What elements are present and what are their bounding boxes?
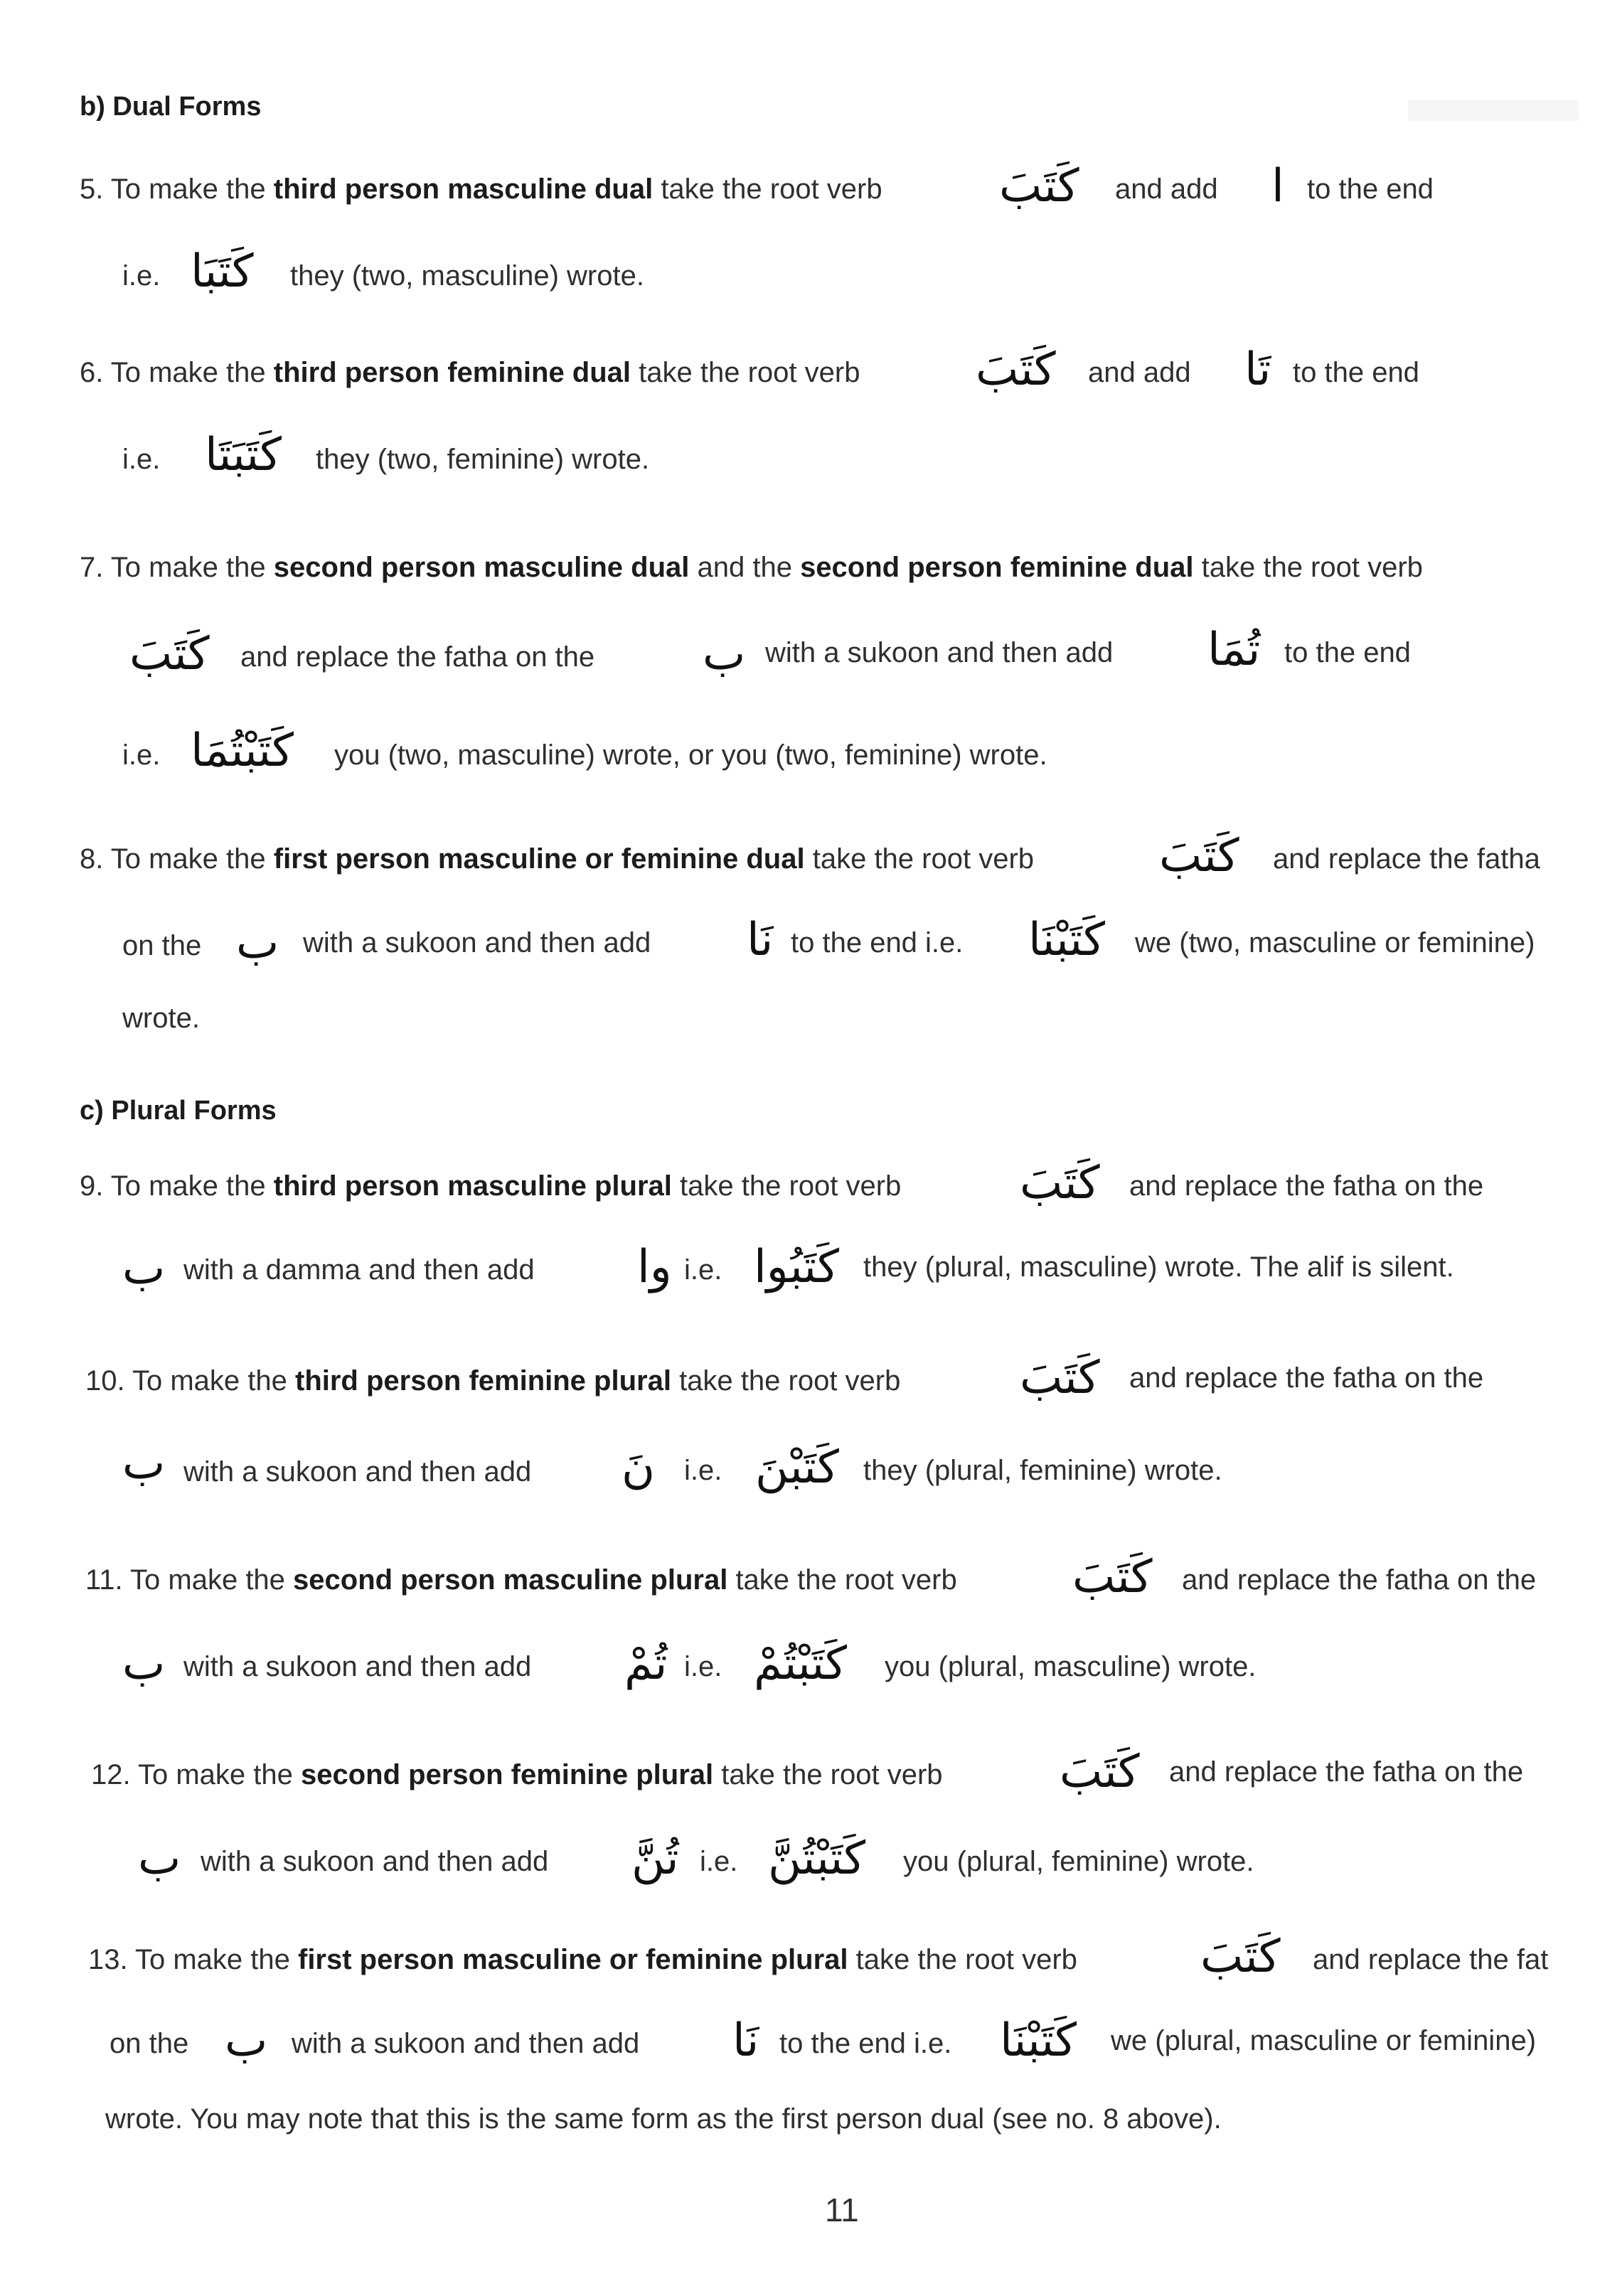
arabic-kataba-dual: كَتَبَا	[191, 245, 254, 298]
item-term: second person masculine dual	[273, 552, 690, 583]
item-term: first person masculine or feminine dual	[273, 843, 805, 875]
arabic-root-verb: كَتَبَ	[1020, 1157, 1100, 1210]
item-13-sukoon-label: with a sukoon and then add	[292, 2028, 640, 2059]
item-11-ie: i.e.	[684, 1651, 722, 1682]
item-10-line-1	[85, 1361, 900, 1401]
item-5-meaning: they (two, masculine) wrote.	[290, 260, 644, 292]
item-text: take the root verb	[848, 1944, 1077, 1975]
item-text: 11. To make the	[85, 1564, 294, 1596]
bleed-through-mark	[1408, 100, 1579, 121]
item-11-line-1	[85, 1560, 957, 1600]
item-term: first person masculine or feminine plural	[298, 1944, 848, 1975]
item-text: take the root verb	[631, 357, 860, 388]
arabic-na: نَا	[747, 914, 774, 966]
item-6-end-label: to the end	[1293, 357, 1419, 388]
arabic-katabtunna: كَتَبْتُنَّ	[768, 1832, 866, 1885]
item-text: take the root verb	[713, 1759, 943, 1790]
arabic-root-verb: كَتَبَ	[976, 343, 1056, 396]
item-term: third person feminine plural	[295, 1365, 671, 1397]
item-term: second person feminine plural	[301, 1759, 714, 1790]
item-8-wrote: wrote.	[122, 1003, 200, 1034]
arabic-ta-alif: تَا	[1244, 343, 1271, 396]
item-9-meaning: they (plural, masculine) wrote. The alif is silent.	[863, 1251, 1454, 1283]
item-7-sukoon-label: with a sukoon and then add	[765, 637, 1114, 668]
arabic-ba: ب	[122, 1437, 166, 1490]
item-6-meaning: they (two, feminine) wrote.	[316, 444, 650, 475]
item-text: 8. To make the	[80, 843, 274, 875]
item-7-end-label: to the end	[1284, 637, 1411, 668]
item-text: 12. To make the	[91, 1759, 301, 1790]
item-10-ie: i.e.	[684, 1455, 722, 1486]
item-8-sukoon-label: with a sukoon and then add	[303, 927, 651, 959]
item-text: 10. To make the	[85, 1365, 295, 1397]
item-12-replace-label: and replace the fatha on the	[1169, 1756, 1524, 1788]
item-8-line-1	[80, 839, 1034, 879]
item-13-end-label: to the end i.e.	[779, 2028, 952, 2059]
arabic-root-verb: كَتَبَ	[999, 160, 1079, 213]
item-text: take the root verb	[671, 1365, 901, 1397]
arabic-katabu: كَتَبُوا	[754, 1241, 839, 1293]
item-11-replace-label: and replace the fatha on the	[1182, 1564, 1537, 1596]
section-heading-plural: c) Plural Forms	[80, 1096, 277, 1126]
item-9-damma-label: with a damma and then add	[183, 1254, 535, 1286]
item-13-on-the: on the	[110, 2028, 189, 2059]
arabic-ba: ب	[122, 1242, 166, 1295]
item-7-replace-label: and replace the fatha on the	[240, 641, 595, 673]
item-8-end-label: to the end i.e.	[791, 927, 964, 959]
item-10-meaning: they (plural, feminine) wrote.	[863, 1455, 1222, 1486]
item-11-sukoon-label: with a sukoon and then add	[183, 1651, 532, 1682]
arabic-root-verb: كَتَبَ	[129, 628, 210, 680]
arabic-root-verb: كَتَبَ	[1159, 830, 1239, 882]
item-term: third person feminine dual	[273, 357, 631, 388]
arabic-ba: ب	[122, 1638, 166, 1690]
arabic-katabna-plural: كَتَبْنَا	[1000, 2014, 1077, 2067]
arabic-ba: ب	[138, 1832, 181, 1885]
item-10-sukoon-label: with a sukoon and then add	[183, 1456, 532, 1488]
item-text: and the	[689, 552, 801, 583]
arabic-root-verb: كَتَبَ	[1072, 1551, 1153, 1603]
item-text: 5. To make the	[80, 173, 274, 205]
item-8-replace-label: and replace the fatha	[1273, 843, 1540, 875]
arabic-alif: ا	[1271, 160, 1284, 213]
item-8-meaning: we (two, masculine or feminine)	[1135, 927, 1535, 959]
item-11-meaning: you (plural, masculine) wrote.	[885, 1651, 1257, 1682]
item-6-ie: i.e.	[122, 444, 161, 475]
item-text: 7. To make the	[80, 552, 274, 583]
arabic-root-verb: كَتَبَ	[1200, 1931, 1281, 1983]
item-6-line-1	[80, 353, 860, 393]
item-text: take the root verb	[671, 1170, 902, 1202]
item-13-line-1	[88, 1940, 1077, 1980]
item-text: take the root verb	[727, 1564, 957, 1596]
item-9-ie: i.e.	[684, 1254, 722, 1286]
item-text: 6. To make the	[80, 357, 274, 388]
item-13-note: wrote. You may note that this is the same form as the first person dual (see no. 8 above).	[105, 2103, 1222, 2135]
item-term: second person masculine plural	[293, 1564, 728, 1596]
item-9-replace-label: and replace the fatha on the	[1129, 1170, 1484, 1202]
arabic-root-verb: كَتَبَ	[1060, 1746, 1140, 1798]
item-12-ie: i.e.	[700, 1846, 738, 1877]
item-12-meaning: you (plural, feminine) wrote.	[903, 1846, 1254, 1877]
item-7-ie: i.e.	[122, 739, 161, 771]
arabic-root-verb: كَتَبَ	[1020, 1352, 1100, 1404]
arabic-tuma: تُمَا	[1207, 624, 1261, 676]
section-heading-dual: b) Dual Forms	[80, 92, 262, 122]
item-12-line-1	[91, 1755, 943, 1795]
arabic-nun: نَ	[622, 1441, 655, 1494]
arabic-katabtuma: كَتَبْتُمَا	[191, 725, 294, 777]
item-text: take the root verb	[1193, 552, 1423, 583]
arabic-katabtum: كَتَبْتُمْ	[754, 1638, 847, 1690]
arabic-wa: وا	[637, 1241, 672, 1293]
item-9-line-1	[80, 1166, 901, 1206]
item-5-line-1	[80, 169, 882, 209]
arabic-ba: ب	[703, 628, 746, 680]
arabic-katabna-dual: كَتَبْنَا	[1028, 914, 1105, 966]
item-text: 9. To make the	[80, 1170, 274, 1202]
item-7-line-1	[80, 548, 1423, 587]
arabic-katabata: كَتَبَتَا	[205, 429, 282, 481]
arabic-ba: ب	[236, 917, 279, 969]
item-term: third person masculine plural	[273, 1170, 672, 1202]
item-term: third person masculine dual	[273, 173, 654, 205]
item-text: take the root verb	[653, 173, 882, 205]
item-13-meaning: we (plural, masculine or feminine)	[1111, 2025, 1537, 2056]
item-text: 13. To make the	[88, 1944, 298, 1975]
page-number: 11	[825, 2191, 859, 2228]
item-13-replace-label: and replace the fat	[1313, 1944, 1549, 1975]
arabic-ba: ب	[225, 2014, 268, 2067]
item-5-end-label: to the end	[1307, 173, 1434, 205]
item-5-ie: i.e.	[122, 260, 161, 292]
item-text: take the root verb	[804, 843, 1035, 875]
item-7-meaning: you (two, masculine) wrote, or you (two, feminine) wrote.	[334, 739, 1047, 771]
item-6-add-label: and add	[1088, 357, 1191, 388]
arabic-tum: تُمْ	[624, 1638, 668, 1690]
item-12-sukoon-label: with a sukoon and then add	[201, 1846, 549, 1877]
arabic-katabna-fem: كَتَبْنَ	[755, 1441, 839, 1494]
arabic-tunna: تُنَّ	[631, 1832, 679, 1885]
item-8-on-the: on the	[122, 930, 202, 961]
item-5-add-label: and add	[1115, 173, 1218, 205]
item-10-replace-label: and replace the fatha on the	[1129, 1362, 1484, 1394]
item-term: second person feminine dual	[800, 552, 1194, 583]
arabic-na: نَا	[732, 2014, 759, 2067]
